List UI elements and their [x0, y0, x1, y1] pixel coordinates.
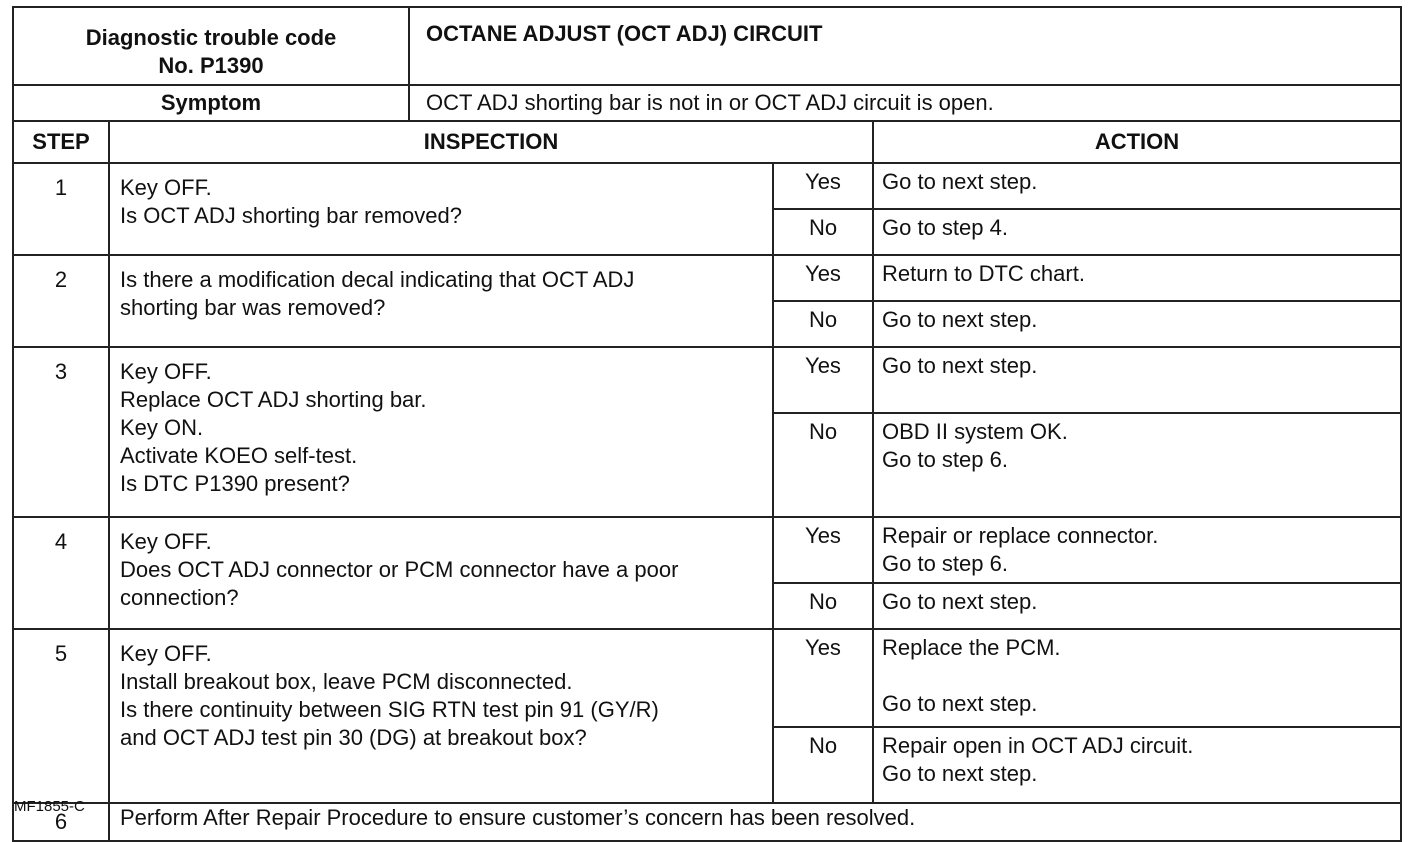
step-row	[13, 347, 1401, 413]
inspection-line: Key OFF.	[120, 359, 212, 384]
action-line: Go to step 6.	[882, 447, 1008, 472]
header-row	[13, 7, 1401, 85]
inspection-line: Key ON.	[120, 415, 204, 440]
column-header-step: STEP	[13, 121, 109, 163]
inspection-line: Does OCT ADJ connector or PCM connector have a poor	[120, 557, 679, 582]
no-action	[873, 727, 1401, 803]
no-label: No	[773, 301, 873, 347]
action-line: Go to next step.	[882, 307, 1038, 332]
column-header-row	[13, 121, 1401, 163]
yes-label: Yes	[773, 347, 873, 413]
dtc-procedure-sheet	[12, 6, 1400, 842]
column-header-action: ACTION	[873, 121, 1401, 163]
no-action	[873, 209, 1401, 255]
yes-action	[873, 163, 1401, 209]
steps-body	[13, 163, 1401, 803]
yes-label: Yes	[773, 255, 873, 301]
dtc-code-cell	[13, 7, 409, 85]
symptom-label: Symptom	[13, 85, 409, 121]
action-line: Go to next step.	[882, 691, 1038, 716]
inspection-line: Key OFF.	[120, 641, 212, 666]
step-number: 4	[13, 517, 109, 629]
action-line	[882, 662, 1392, 690]
inspection-line: Install breakout box, leave PCM disconnected.	[120, 669, 573, 694]
inspection-line: shorting bar was removed?	[120, 295, 386, 320]
figure-id: MF1855-C	[14, 798, 85, 815]
symptom-text: OCT ADJ shorting bar is not in or OCT ADJ circuit is open.	[409, 85, 1401, 121]
action-line: Repair open in OCT ADJ circuit.	[882, 733, 1194, 758]
action-line: Replace the PCM.	[882, 635, 1061, 660]
step-number: 2	[13, 255, 109, 347]
inspection-line: and OCT ADJ test pin 30 (DG) at breakout box?	[120, 725, 587, 750]
inspection-line: Key OFF.	[120, 175, 212, 200]
inspection-line: Replace OCT ADJ shorting bar.	[120, 387, 427, 412]
dtc-title-cell	[409, 7, 1401, 85]
step-row	[13, 629, 1401, 727]
dtc-table	[12, 6, 1402, 842]
yes-action	[873, 517, 1401, 583]
inspection-cell	[109, 255, 773, 347]
final-step-row	[13, 803, 1401, 841]
inspection-cell	[109, 517, 773, 629]
inspection-cell	[109, 163, 773, 255]
step-number: 3	[13, 347, 109, 517]
no-label: No	[773, 727, 873, 803]
step-number: 1	[13, 163, 109, 255]
no-label: No	[773, 209, 873, 255]
inspection-line: Is DTC P1390 present?	[120, 471, 350, 496]
action-line: OBD II system OK.	[882, 419, 1068, 444]
inspection-cell	[109, 629, 773, 803]
action-line: Go to next step.	[882, 589, 1038, 614]
symptom-row	[13, 85, 1401, 121]
action-line: Go to next step.	[882, 353, 1038, 378]
yes-label: Yes	[773, 163, 873, 209]
dtc-code-number: No. P1390	[158, 53, 264, 78]
no-action	[873, 583, 1401, 629]
yes-action	[873, 255, 1401, 301]
inspection-line: connection?	[120, 585, 239, 610]
dtc-code-label: Diagnostic trouble code	[85, 25, 337, 50]
action-line: Go to next step.	[882, 761, 1038, 786]
no-label: No	[773, 583, 873, 629]
yes-label: Yes	[773, 517, 873, 583]
action-line: Go to step 4.	[882, 215, 1008, 240]
no-action	[873, 413, 1401, 517]
step-number: 6	[13, 803, 109, 841]
no-action	[873, 301, 1401, 347]
yes-action	[873, 347, 1401, 413]
action-line: Repair or replace connector.	[882, 523, 1159, 548]
final-step-text: Perform After Repair Procedure to ensure customer’s concern has been resolved.	[109, 803, 1401, 841]
step-number: 5	[13, 629, 109, 803]
step-row	[13, 517, 1401, 583]
inspection-line: Is OCT ADJ shorting bar removed?	[120, 203, 462, 228]
action-line: Return to DTC chart.	[882, 261, 1085, 286]
yes-label: Yes	[773, 629, 873, 727]
yes-action	[873, 629, 1401, 727]
inspection-line: Key OFF.	[120, 529, 212, 554]
column-header-inspection: INSPECTION	[109, 121, 873, 163]
step-row	[13, 163, 1401, 209]
inspection-cell	[109, 347, 773, 517]
inspection-line: Activate KOEO self-test.	[120, 443, 358, 468]
inspection-line: Is there continuity between SIG RTN test pin 91 (GY/R)	[120, 697, 659, 722]
action-line: Go to next step.	[882, 169, 1038, 194]
no-label: No	[773, 413, 873, 517]
action-line: Go to step 6.	[882, 551, 1008, 576]
inspection-line: Is there a modification decal indicating that OCT ADJ	[120, 267, 635, 292]
dtc-title: OCTANE ADJUST (OCT ADJ) CIRCUIT	[426, 21, 823, 46]
step-row	[13, 255, 1401, 301]
